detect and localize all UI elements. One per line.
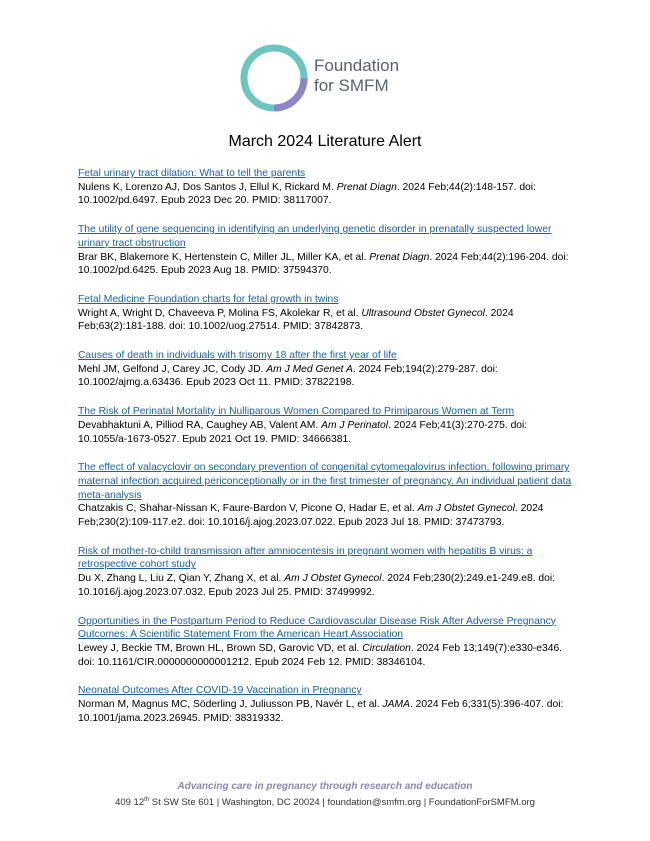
citation-authors: Chatzakis C, Shahar-Nissan K, Faure-Bardon V, Picone O, Hadar E, et al. (78, 503, 415, 515)
citation-details: . 2024 Feb 13;149(7):e330-e346. doi: 10.1161/CIR.0000000000001212. Epub 2024 Feb 12. PMID: 38346104. (78, 642, 563, 668)
article-link[interactable]: Causes of death in individuals with trisomy 18 after the first year of life (78, 350, 397, 362)
citation-details: . 2024 Feb;230(2):109-117.e2. doi: 10.1016/j.ajog.2023.07.022. Epub 2023 Jul 18. PMID: 37473793. (78, 503, 544, 529)
article-link[interactable]: The utility of gene sequencing in identifying an underlying genetic disorder in prenatally suspected lower urinary tract obstruction (78, 224, 552, 249)
citation-authors: Du X, Zhang L, Liu Z, Qian Y, Zhang X, et al. (78, 573, 282, 585)
citation-authors: Mehl JM, Gelfond J, Carey JC, Cody JD. (78, 363, 264, 375)
article-citation (78, 698, 578, 725)
citation-details: . 2024 Feb;63(2):181-188. doi: 10.1002/uog.27514. PMID: 37842873. (78, 307, 514, 333)
citation-authors: Nulens K, Lorenzo AJ, Dos Santos J, Ellul K, Rickard M. (78, 181, 334, 193)
citation-authors: Lewey J, Beckie TM, Brown HL, Brown SD, Garovic VD, et al. (78, 642, 360, 654)
citation-journal: Circulation (362, 642, 411, 654)
citation-journal: Am J Obstet Gynecol (284, 573, 382, 585)
citation-authors: Brar BK, Blakemore K, Hertenstein C, Miller JL, Miller KA, et al. (78, 251, 367, 263)
article-entry (78, 545, 578, 600)
logo-text (314, 56, 399, 96)
article-citation (78, 572, 578, 599)
citation-authors: Norman M, Magnus MC, Söderling J, Juliusson PB, Navér L, et al. (78, 699, 380, 711)
logo-line-2: for SMFM (314, 76, 389, 95)
address-prefix: 409 12 (115, 797, 145, 809)
article-citation (78, 251, 578, 278)
citation-details: . 2024 Feb;194(2):279-287. doi: 10.1002/ajmg.a.63436. Epub 2023 Oct 11. PMID: 37822198. (78, 363, 498, 389)
article-link[interactable]: The effect of valacyclovir on secondary prevention of congenital cytomegalovirus infection, following primary maternal infection acquired periconceptionally or in the first trimester of pregnancy. An individual patient data meta-analysis (78, 462, 572, 501)
article-citation (78, 642, 578, 669)
citation-details: . 2024 Feb;41(3):270-275. doi: 10.1055/a-1673-0527. Epub 2021 Oct 19. PMID: 34666381. (78, 419, 528, 445)
article-list (78, 167, 578, 741)
citation-journal: Prenat Diagn (336, 181, 397, 193)
address-rest: St SW Ste 601 | Washington, DC 20024 | foundation@smfm.org | FoundationForSMFM.org (149, 797, 535, 809)
article-entry (78, 684, 578, 725)
article-entry (78, 461, 578, 530)
citation-authors: Wright A, Wright D, Chaveeva P, Molina FS, Akolekar R, et al. (78, 307, 359, 319)
footer-tagline: Advancing care in pregnancy through research and education (177, 781, 473, 792)
article-entry (78, 223, 578, 278)
page-title: March 2024 Literature Alert (228, 133, 422, 150)
article-entry (78, 349, 578, 390)
citation-journal: Am J Perinatol (321, 419, 389, 431)
article-entry (78, 615, 578, 670)
citation-details: . 2024 Feb 6;331(5):396-407. doi: 10.1001/jama.2023.26945. PMID: 38319332. (78, 699, 564, 724)
foundation-logo (238, 42, 418, 114)
article-citation (78, 502, 578, 529)
logo-ring-icon (238, 42, 310, 114)
logo-line-1: Foundation (314, 56, 400, 75)
footer-address (0, 797, 650, 808)
article-citation (78, 363, 578, 390)
citation-journal: Am J Med Genet A (266, 363, 353, 375)
article-link[interactable]: Opportunities in the Postpartum Period to Reduce Cardiovascular Disease Risk After Adverse Pregnancy Outcomes: A Scientific Statement From the American Heart Association (78, 615, 556, 641)
article-citation (78, 181, 578, 208)
article-link[interactable]: Risk of mother-to-child transmission after amniocentesis in pregnant women with hepatitis B virus: a retrospective cohort study (78, 545, 533, 571)
article-entry (78, 293, 578, 334)
citation-details: . 2024 Feb;44(2):196-204. doi: 10.1002/pd.6425. Epub 2023 Aug 18. PMID: 37594370. (78, 251, 569, 277)
citation-details: . 2024 Feb;44(2):148-157. doi: 10.1002/pd.6497. Epub 2023 Dec 20. PMID: 38117007. (78, 181, 536, 207)
citation-journal: Ultrasound Obstet Gynecol (361, 307, 485, 319)
article-citation (78, 419, 578, 446)
citation-authors: Devabhaktuni A, Pilliod RA, Caughey AB, Valent AM. (78, 419, 319, 431)
citation-journal: Prenat Diagn (369, 251, 430, 263)
article-link[interactable]: Fetal Medicine Foundation charts for fetal growth in twins (78, 293, 339, 305)
citation-journal: Am J Obstet Gynecol (417, 503, 515, 515)
citation-journal: JAMA (382, 699, 410, 711)
article-link[interactable]: The Risk of Perinatal Mortality in Nulliparous Women Compared to Primiparous Women at Term (78, 406, 515, 418)
citation-details: . 2024 Feb;230(2):249.e1-249.e8. doi: 10.1016/j.ajog.2023.07.032. Epub 2023 Jul 25. PMID: 37499992. (78, 573, 556, 598)
address-superscript: th (144, 797, 150, 803)
article-entry (78, 167, 578, 208)
article-entry (78, 405, 578, 446)
article-link[interactable]: Neonatal Outcomes After COVID-19 Vaccination in Pregnancy (78, 685, 362, 697)
article-link[interactable]: Fetal urinary tract dilation: What to tell the parents (78, 168, 306, 179)
article-citation (78, 307, 578, 334)
